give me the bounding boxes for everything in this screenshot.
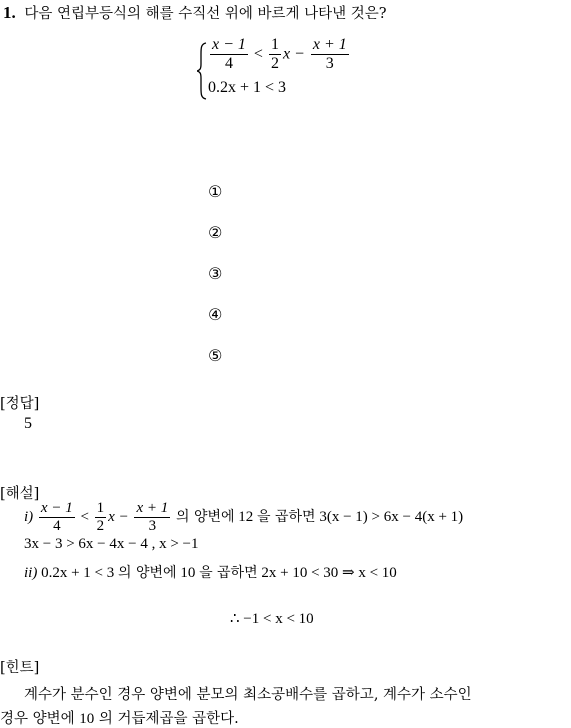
fraction: $\frac{x - 1}{4}$ [212, 36, 246, 73]
choice-5[interactable]: ⑤ [208, 346, 223, 365]
solution-step1-line2: 3x − 3 > 6x − 4x − 4 , x > −1 [24, 536, 199, 552]
fraction: $\frac{1}{2}$ [270, 36, 279, 73]
fraction: $\frac{x + 1}{3}$ [312, 36, 347, 73]
solution-conclusion: ∴ −1 < x < 10 [230, 611, 314, 627]
choice-1[interactable]: ① [208, 182, 223, 201]
answer-value: 5 [24, 415, 32, 432]
question-number: 1. [3, 3, 16, 22]
solution-step1: i) $\frac{x - 1}{4}$ < $\frac{1}{2}$ x − $\frac{x + 1}{3}$ 의 양변에 12 을 곱하면 3(x − 1) > 6x − 4(x + 1) [24, 500, 464, 535]
system-eq2: 0.2x + 1 < 3 [208, 79, 287, 96]
hint-label: [힌트] [0, 660, 40, 676]
solution-step2: ii) 0.2x + 1 < 3 의 양변에 10 을 곱하면 2x + 10 < 30 ⇒ x < 10 [24, 565, 397, 581]
question-line [3, 2, 387, 23]
hint-line2: 경우 양변에 10 의 거듭제곱을 곱한다. [0, 711, 239, 727]
choice-3[interactable]: ③ [208, 264, 223, 283]
solution-label: [해설] [0, 486, 40, 502]
left-brace-icon [197, 42, 207, 100]
system-eq1: $\frac{x - 1}{4}$ < $\frac{1}{2}$ x − $\frac{x + 1}{3}$ [212, 36, 347, 73]
hint-line1: 계수가 분수인 경우 양변에 분모의 최소공배수를 곱하고, 계수가 소수인 [24, 687, 472, 703]
choice-2[interactable]: ② [208, 223, 223, 242]
choice-4[interactable]: ④ [208, 305, 223, 324]
answer-label: [정답] [0, 396, 40, 412]
question-text: 다음 연립부등식의 해를 수직선 위에 바르게 나타낸 것은? [24, 6, 387, 22]
